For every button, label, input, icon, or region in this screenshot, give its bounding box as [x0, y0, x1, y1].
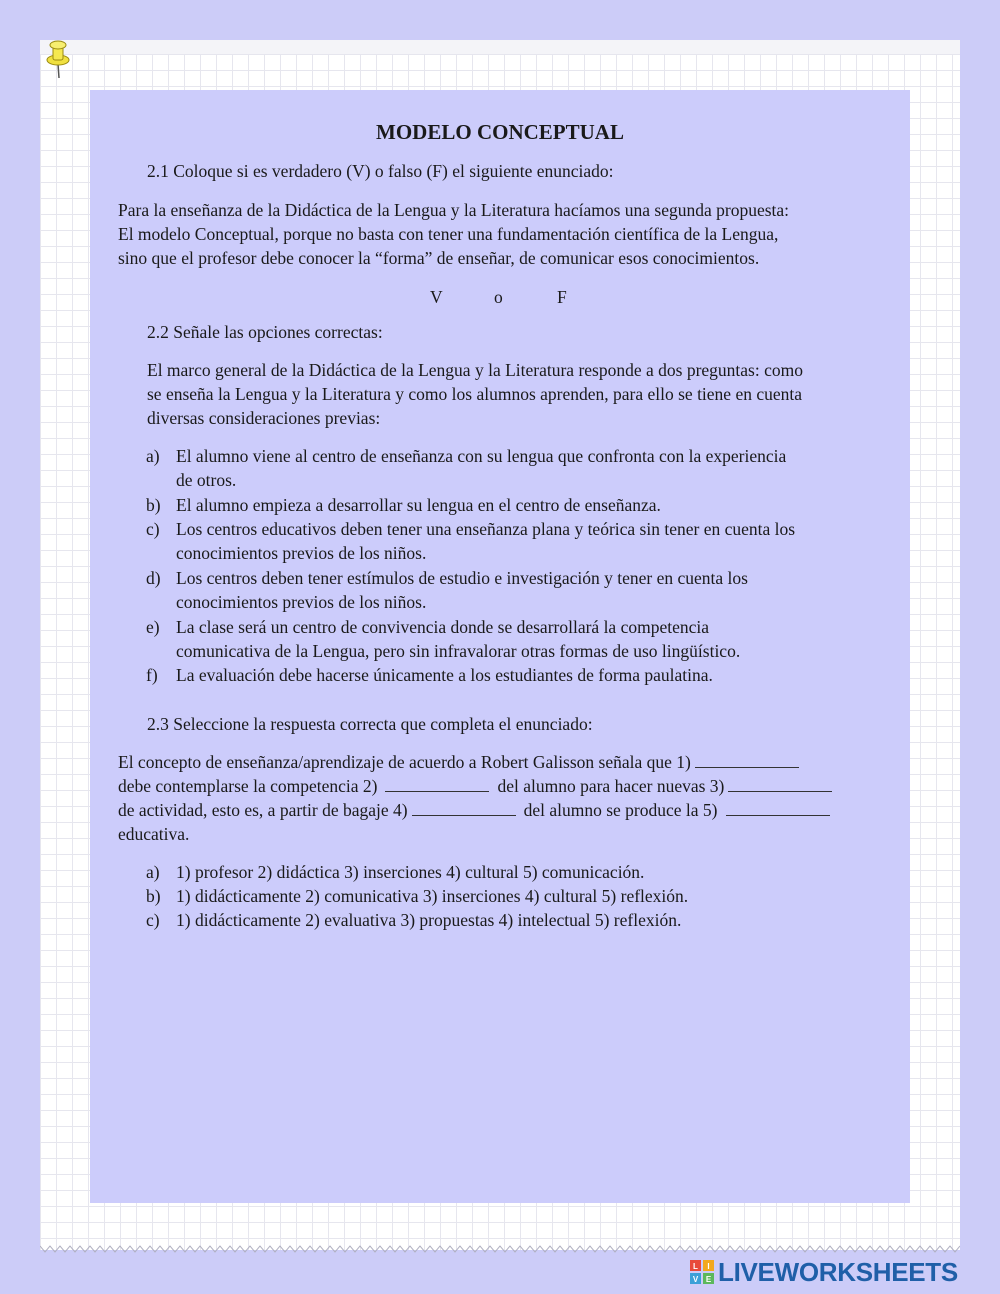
answer-blank-5[interactable]: [726, 803, 830, 816]
question-2-1-line: sino que el profesor debe conocer la “forma” de enseñar, de comunicar esos conocimientos.: [118, 248, 760, 268]
or-separator: o: [494, 287, 503, 307]
answer-blank-2[interactable]: [385, 779, 489, 792]
option-text: Los centros deben tener estímulos de estudio e investigación y tener en cuenta los: [176, 568, 748, 588]
option-text: conocimientos previos de los niños.: [176, 592, 427, 613]
logo-text: LIVEWORKSHEETS: [718, 1257, 958, 1287]
option-text: El alumno viene al centro de enseñanza con su lengua que confronta con la experiencia: [176, 446, 787, 466]
question-2-1-heading: 2.1 Coloque si es verdadero (V) o falso (F) el siguiente enunciado:: [147, 161, 614, 181]
question-2-3-text: El concepto de enseñanza/aprendizaje de acuerdo a Robert Galisson señala que 1): [118, 752, 691, 772]
false-option[interactable]: F: [557, 287, 567, 307]
option-label: a): [146, 862, 160, 882]
question-2-3-text: del alumno se produce la 5): [523, 800, 718, 820]
question-2-2-line: se enseña la Lengua y la Literatura y como los alumnos aprenden, para ello se tiene en cuenta: [147, 384, 803, 404]
option-label: b): [146, 886, 161, 906]
question-2-1-line: El modelo Conceptual, porque no basta con tener una fundamentación científica de la Lengua,: [118, 224, 779, 244]
question-2-3-line: [118, 798, 834, 822]
option-text: La clase será un centro de convivencia donde se desarrollará la competencia: [176, 617, 709, 637]
question-2-3-line: educativa.: [118, 824, 190, 844]
badge-letter: E: [705, 1275, 712, 1284]
answer-blank-1[interactable]: [695, 755, 799, 768]
answer-blank-4[interactable]: [412, 803, 516, 816]
option-text: 1) didácticamente 2) evaluativa 3) propuestas 4) intelectual 5) reflexión.: [176, 910, 682, 930]
question-2-3-text: debe contemplarse la competencia 2): [118, 776, 378, 796]
true-option[interactable]: V: [430, 287, 443, 307]
liveworksheets-logo: [690, 1256, 990, 1286]
answer-blank-3[interactable]: [728, 779, 832, 792]
option-text: 1) profesor 2) didáctica 3) inserciones 4) cultural 5) comunicación.: [176, 862, 645, 882]
option-text: Los centros educativos deben tener una enseñanza plana y teórica sin tener en cuenta los: [176, 519, 796, 539]
badge-letter: V: [692, 1275, 699, 1284]
question-2-3-line: [118, 750, 803, 774]
question-2-2-line: El marco general de la Didáctica de la Lengua y la Literatura responde a dos preguntas: como: [147, 360, 803, 380]
option-text: El alumno empieza a desarrollar su lengua en el centro de enseñanza.: [176, 495, 661, 515]
option-label: c): [146, 910, 160, 930]
option-text: La evaluación debe hacerse únicamente a los estudiantes de forma paulatina.: [176, 665, 713, 685]
worksheet-content: [90, 90, 910, 1203]
option-text: de otros.: [176, 470, 237, 491]
option-label: f): [146, 665, 158, 685]
liveworksheets-badge-icon: [690, 1260, 714, 1284]
badge-letter: I: [707, 1262, 710, 1271]
page-title: MODELO CONCEPTUAL: [376, 120, 624, 144]
question-2-2-line: diversas consideraciones previas:: [147, 408, 381, 428]
question-2-3-heading: 2.3 Seleccione la respuesta correcta que completa el enunciado:: [147, 714, 593, 734]
question-2-3-line: [118, 774, 836, 798]
question-2-3-text: de actividad, esto es, a partir de bagaje 4): [118, 800, 408, 820]
option-label: e): [146, 617, 160, 637]
paper-torn-edge: [40, 1244, 960, 1254]
option-label: c): [146, 519, 160, 539]
question-2-2-heading: 2.2 Señale las opciones correctas:: [147, 322, 383, 342]
badge-letter: L: [693, 1262, 698, 1271]
option-label: d): [146, 568, 161, 588]
question-2-3-text: del alumno para hacer nuevas 3): [497, 776, 725, 796]
option-text: 1) didácticamente 2) comunicativa 3) inserciones 4) cultural 5) reflexión.: [176, 886, 689, 906]
option-label: b): [146, 495, 161, 515]
option-text: comunicativa de la Lengua, pero sin infravalorar otras formas de uso lingüístico.: [176, 641, 741, 662]
option-label: a): [146, 446, 160, 466]
pushpin-icon: [44, 38, 72, 80]
question-2-1-line: Para la enseñanza de la Didáctica de la Lengua y la Literatura hacíamos una segunda propuesta:: [118, 200, 790, 220]
option-text: conocimientos previos de los niños.: [176, 543, 427, 564]
